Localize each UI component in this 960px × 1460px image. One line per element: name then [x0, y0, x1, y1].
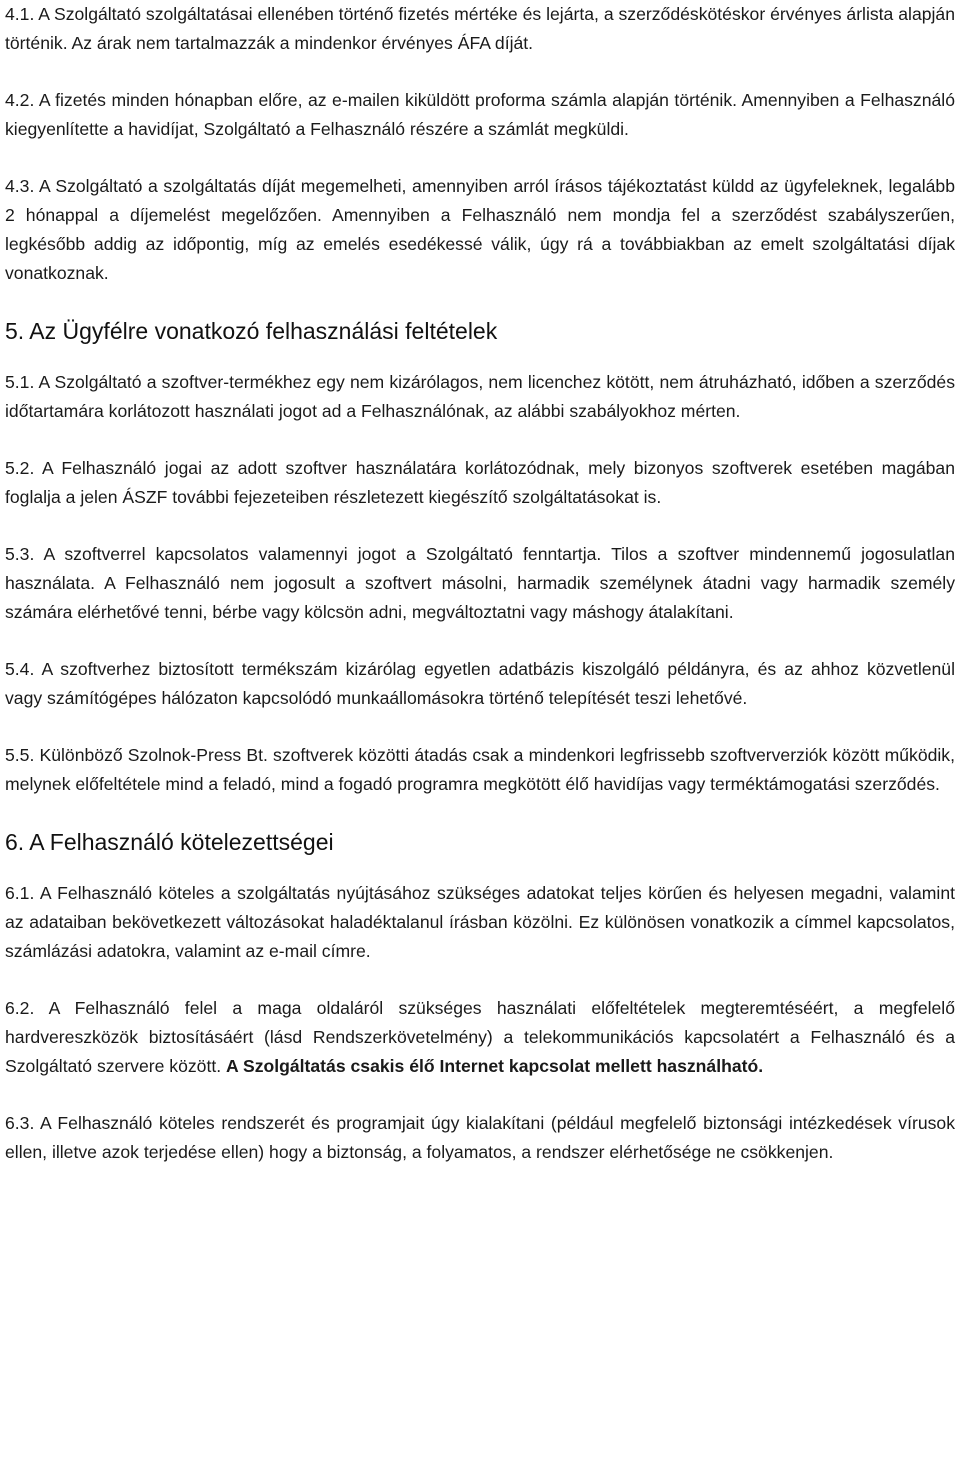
paragraph-6-2 [5, 994, 955, 1081]
paragraph-4-1: 4.1. A Szolgáltató szolgáltatásai ellenében történő fizetés mértéke és lejárta, a szerződéskötéskor érvényes árlista alapján történik. Az árak nem tartalmazzák a mindenkor érvényes ÁFA díját. [5, 4, 955, 53]
paragraph-5-3: 5.3. A szoftverrel kapcsolatos valamennyi jogot a Szolgáltató fenntartja. Tilos a szoftver mindennemű jogosulatlan használata. A Felhasználó nem jogosult a szoftvert másolni, harmadik személynek átadni vagy harmadik személy számára elérhetővé tenni, bérbe vagy kölcsön adni, megváltoztatni vagy máshogy átalakítani. [5, 544, 955, 622]
paragraph-6-2-bold-text: A Szolgáltatás csakis élő Internet kapcsolat mellett használható. [226, 1056, 764, 1076]
paragraph-5-4: 5.4. A szoftverhez biztosított termékszám kizárólag egyetlen adatbázis kiszolgáló példányra, és az ahhoz közvetlenül vagy számítógépes hálózaton kapcsolódó munkaállomásokra történő telepítését teszi lehetővé. [5, 659, 955, 708]
document-page [5, 0, 955, 1195]
section-heading-5: 5. Az Ügyfélre vonatkozó felhasználási feltételek [5, 318, 498, 344]
paragraph-5-5: 5.5. Különböző Szolnok-Press Bt. szoftverek közötti átadás csak a mindenkori legfrissebb szoftververziók között működik, melynek előfeltétele mind a feladó, mind a fogadó programra megkötött élő havidíjas vagy terméktámogatási szerződés. [5, 745, 955, 794]
paragraph-6-2-text: 6.2. A Felhasználó felel a maga oldaláról szükséges használati előfeltételek megteremtéséért, a megfelelő hardvereszközök biztosításáért (lásd Rendszerkövetelmény) a telekommunikációs kapcsolatért a Felhasználó és a Szolgáltató szervere között. [5, 998, 955, 1076]
paragraph-5-2: 5.2. A Felhasználó jogai az adott szoftver használatára korlátozódnak, mely bizonyos szoftverek esetében magában foglalja a jelen ÁSZF további fejezeteiben részletezett kiegészítő szolgáltatásokat is. [5, 458, 955, 507]
paragraph-6-1: 6.1. A Felhasználó köteles a szolgáltatás nyújtásához szükséges adatokat teljes körűen és helyesen megadni, valamint az adataiban bekövetkezett változásokat haladéktalanul írásban közölni. Ez különösen vonatkozik a címmel kapcsolatos, számlázási adatokra, valamint az e-mail címre. [5, 883, 955, 961]
paragraph-6-3: 6.3. A Felhasználó köteles rendszerét és programjait úgy kialakítani (például megfelelő biztonsági intézkedések vírusok ellen, illetve azok terjedése ellen) hogy a biztonság, a folyamatos, a rendszer elérhetősége ne csökkenjen. [5, 1113, 955, 1162]
section-heading-6: 6. A Felhasználó kötelezettségei [5, 829, 334, 855]
paragraph-4-3: 4.3. A Szolgáltató a szolgáltatás díját megemelheti, amennyiben arról írásos tájékoztatást küldd az ügyfeleknek, legalább 2 hónappal a díjemelést megelőzően. Amennyiben a Felhasználó nem mondja fel a szerződést szabályszerűen, legkésőbb addig az időpontig, míg az emelés esedékessé válik, úgy rá a továbbiakban az emelt szolgáltatási díjak vonatkoznak. [5, 176, 955, 283]
paragraph-4-2: 4.2. A fizetés minden hónapban előre, az e-mailen kiküldött proforma számla alapján történik. Amennyiben a Felhasználó kiegyenlítette a havidíjat, Szolgáltató a Felhasználó részére a számlát megküldi. [5, 90, 955, 139]
paragraph-5-1: 5.1. A Szolgáltató a szoftver-termékhez egy nem kizárólagos, nem licenchez kötött, nem átruházható, időben a szerződés időtartamára korlátozott használati jogot ad a Felhasználónak, az alábbi szabályokhoz mérten. [5, 372, 955, 421]
